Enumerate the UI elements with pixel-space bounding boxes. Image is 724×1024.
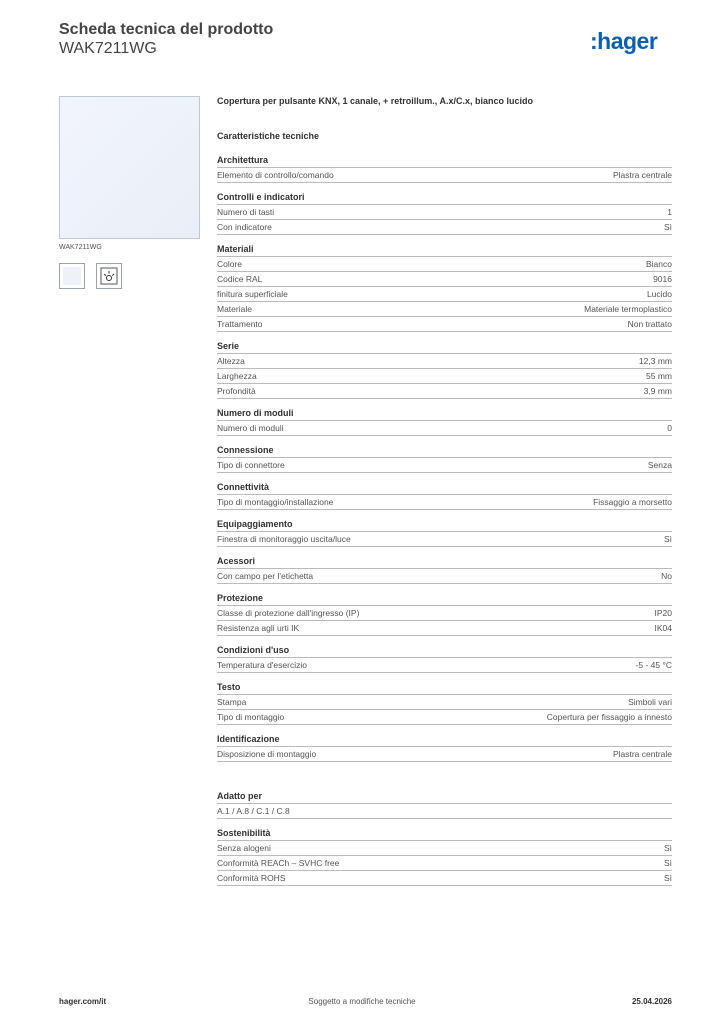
spec-value: 9016 xyxy=(653,274,672,284)
spec-section xyxy=(217,789,672,819)
spec-section xyxy=(217,517,672,547)
thumbnail-product[interactable] xyxy=(59,263,85,289)
spec-label: Elemento di controllo/comando xyxy=(217,170,334,180)
spec-label: Conformità ROHS xyxy=(217,873,286,883)
spec-row xyxy=(217,287,672,302)
spec-label: Altezza xyxy=(217,356,245,366)
spec-value: No xyxy=(661,571,672,581)
spec-row xyxy=(217,220,672,235)
section-title: Testo xyxy=(217,680,672,695)
spec-row xyxy=(217,569,672,584)
spec-label: Classe di protezione dall'ingresso (IP) xyxy=(217,608,360,618)
spec-value: Sì xyxy=(663,843,672,853)
spec-value: -5 - 45 °C xyxy=(635,660,672,670)
spec-value: IK04 xyxy=(654,623,672,633)
spec-section xyxy=(217,406,672,436)
image-caption: WAK7211WG xyxy=(59,244,102,251)
spec-label: Stampa xyxy=(217,697,247,707)
spec-label: Tipo di montaggio/installazione xyxy=(217,497,334,507)
spec-row xyxy=(217,856,672,871)
section-title: Serie xyxy=(217,339,672,354)
section-title: Equipaggiamento xyxy=(217,517,672,532)
section-title: Connessione xyxy=(217,443,672,458)
spec-label: finitura superficiale xyxy=(217,289,288,299)
spec-label: Senza alogeni xyxy=(217,843,271,853)
section-title: Identificazione xyxy=(217,732,672,747)
spec-row xyxy=(217,532,672,547)
spec-label: Temperatura d'esercizio xyxy=(217,660,307,670)
spec-value: Lucido xyxy=(646,289,672,299)
spec-row xyxy=(217,458,672,473)
spec-section xyxy=(217,554,672,584)
spec-value: Plastra centrale xyxy=(612,170,672,180)
spec-label: Materiale xyxy=(217,304,252,314)
spec-section xyxy=(217,826,672,886)
spec-label: Tipo di montaggio xyxy=(217,712,285,722)
spec-row xyxy=(217,257,672,272)
spec-row xyxy=(217,317,672,332)
spec-label: A.1 / A.8 / C.1 / C.8 xyxy=(217,806,290,816)
product-code: WAK7211WG xyxy=(59,40,157,57)
spec-value: Non trattato xyxy=(627,319,672,329)
spec-section xyxy=(217,153,672,183)
spec-section xyxy=(217,732,672,762)
spec-label: Codice RAL xyxy=(217,274,263,284)
section-title: Materiali xyxy=(217,242,672,257)
footer-date: 25.04.2026 xyxy=(631,997,672,1006)
spec-row xyxy=(217,421,672,436)
tech-title: Caratteristiche tecniche xyxy=(217,131,320,141)
spec-section xyxy=(217,591,672,636)
section-title: Architettura xyxy=(217,153,672,168)
spec-label: Trattamento xyxy=(217,319,263,329)
spec-label: Larghezza xyxy=(217,371,257,381)
spec-row xyxy=(217,495,672,510)
spec-row xyxy=(217,272,672,287)
spec-value: Sì xyxy=(663,222,672,232)
spec-value: Bianco xyxy=(646,259,672,269)
spec-row xyxy=(217,695,672,710)
spec-sections-extra xyxy=(217,789,672,886)
spec-row xyxy=(217,804,672,819)
spec-section xyxy=(217,339,672,399)
spec-row xyxy=(217,841,672,856)
spec-label: Resistenza agli urti IK xyxy=(217,623,300,633)
section-title: Numero di moduli xyxy=(217,406,672,421)
spec-value: 1 xyxy=(667,207,672,217)
spec-label: Tipo di connettore xyxy=(217,460,285,470)
spec-row xyxy=(217,354,672,369)
spec-row xyxy=(217,747,672,762)
spec-panel xyxy=(217,94,672,886)
spec-section xyxy=(217,480,672,510)
spec-row xyxy=(217,369,672,384)
spec-value: 0 xyxy=(667,423,672,433)
page-title: Scheda tecnica del prodotto xyxy=(59,21,274,38)
spec-value: Plastra centrale xyxy=(612,749,672,759)
spec-section xyxy=(217,643,672,673)
spec-label: Numero di moduli xyxy=(217,423,284,433)
spec-row xyxy=(217,621,672,636)
spec-value: Copertura per fissaggio a innesto xyxy=(546,712,672,722)
spec-label: Finestra di monitoraggio uscita/luce xyxy=(217,534,351,544)
spec-section xyxy=(217,190,672,235)
spec-row xyxy=(217,205,672,220)
footer-note: Soggetto a modifiche tecniche xyxy=(308,997,416,1006)
spec-row xyxy=(217,168,672,183)
section-title: Protezione xyxy=(217,591,672,606)
spec-value: Simboli vari xyxy=(628,697,672,707)
spec-label: Profondità xyxy=(217,386,256,396)
spec-row xyxy=(217,606,672,621)
spec-row xyxy=(217,658,672,673)
spec-section xyxy=(217,242,672,332)
spec-value: Fissaggio a morsetto xyxy=(593,497,672,507)
spec-value: 12,3 mm xyxy=(638,356,672,366)
spec-value: Sì xyxy=(663,858,672,868)
footer-website[interactable]: hager.com/it xyxy=(59,997,107,1006)
spec-label: Disposizione di montaggio xyxy=(217,749,317,759)
section-title: Controlli e indicatori xyxy=(217,190,672,205)
section-title: Acessori xyxy=(217,554,672,569)
spec-label: Conformità REACh – SVHC free xyxy=(217,858,340,868)
spec-row xyxy=(217,384,672,399)
product-image xyxy=(59,96,200,239)
section-title: Condizioni d'uso xyxy=(217,643,672,658)
spec-row xyxy=(217,871,672,886)
spec-value: Sì xyxy=(663,534,672,544)
spec-value: IP20 xyxy=(654,608,672,618)
section-title: Adatto per xyxy=(217,789,672,804)
spec-section xyxy=(217,443,672,473)
spec-section xyxy=(217,680,672,725)
spec-label: Con indicatore xyxy=(217,222,272,232)
spec-value: 3,9 mm xyxy=(643,386,672,396)
spec-value: Sì xyxy=(663,873,672,883)
spec-label: Colore xyxy=(217,259,243,269)
spec-label: Numero di tasti xyxy=(217,207,275,217)
hager-logo: :hager xyxy=(590,28,658,54)
spec-sections xyxy=(217,153,672,762)
spec-row xyxy=(217,302,672,317)
product-description: Copertura per pulsante KNX, 1 canale, + retroillum., A.x/C.x, bianco lucido xyxy=(217,96,533,106)
spec-value: 55 mm xyxy=(646,371,672,381)
thumbnail-symbol[interactable] xyxy=(96,263,122,289)
backlight-icon xyxy=(100,267,118,285)
spec-label: Con campo per l'etichetta xyxy=(217,571,314,581)
spec-value: Materiale termoplastico xyxy=(584,304,672,314)
section-title: Connettività xyxy=(217,480,672,495)
spec-row xyxy=(217,710,672,725)
section-title: Sostenibilità xyxy=(217,826,672,841)
spec-value: Senza xyxy=(647,460,672,470)
